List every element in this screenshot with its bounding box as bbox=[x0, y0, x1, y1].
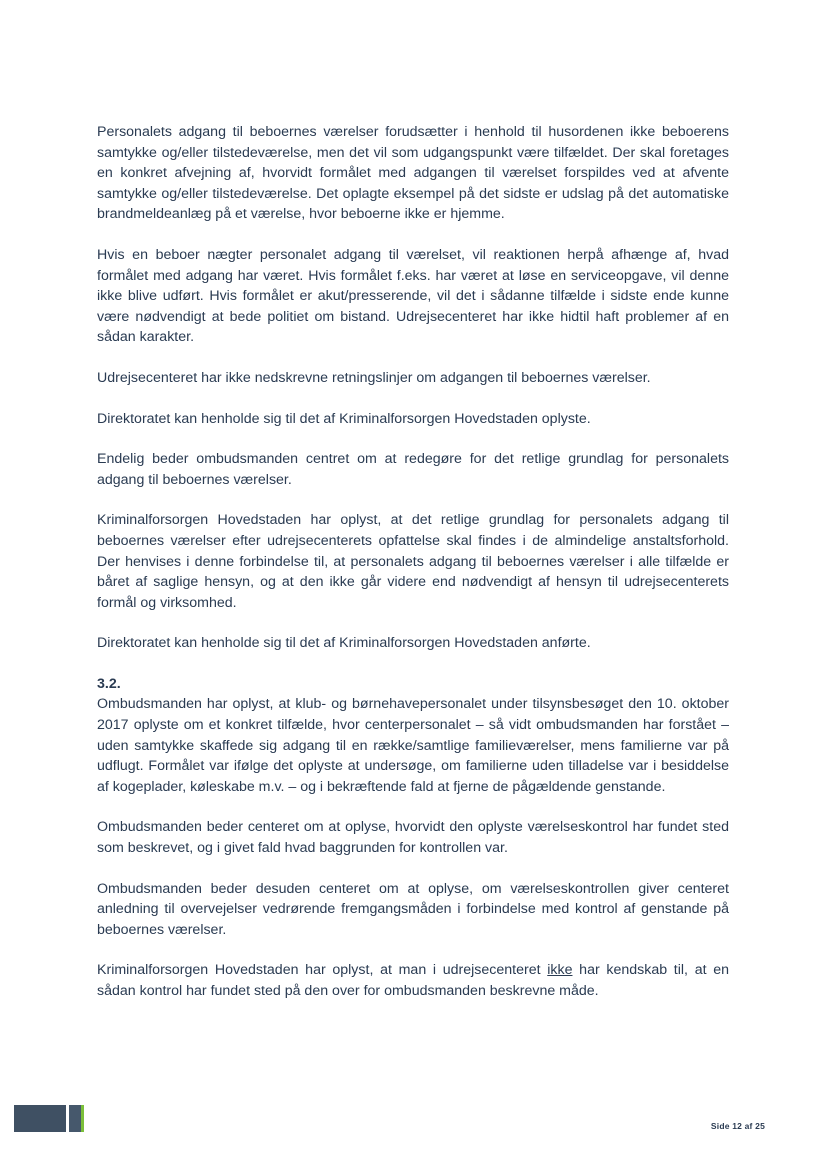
section-heading: 3.2. bbox=[97, 675, 121, 692]
brand-bar-mid bbox=[69, 1105, 81, 1132]
paragraph-directorate-agrees-1: Direktoratet kan henholde sig til det af Kriminalforsorgen Hovedstaden oplyste. bbox=[97, 410, 591, 427]
brand-bar-green bbox=[81, 1105, 84, 1132]
paragraph-directorate-agrees-2: Direktoratet kan henholde sig til det af Kriminalforsorgen Hovedstaden anførte. bbox=[97, 635, 591, 652]
paragraph-no-knowledge bbox=[97, 960, 729, 1001]
paragraph-legal-basis-answer: Kriminalforsorgen Hovedstaden har oplyst, at det retlige grundlag for personalets adgang til beboernes værelser efter udrejsecenterets opfattelse skal findes i de almindelige anstaltsforhold. Der henvises i denne forbindelse til, at personalets adgang til beboernes værelser i alle tilfælde er båret af saglige hensyn, og at den ikke går videre end nødvendigt af hensyn til udrejsecenterets formål og virksomhed. bbox=[97, 512, 729, 611]
paragraph-access-consent: Personalets adgang til beboernes værelser forudsætter i henhold til husordenen ikke beboerens samtykke og/eller tilstedeværelse, men det vil som udgangspunkt være tilfældet. Der skal foretages en konkret afvejning af, hvorvidt formålet med adgangen til værelset forspildes ved at afvente samtykke og/eller tilstedeværelse. Det oplagte eksempel på det sidste er udslag på det automatiske brandmeldeanlæg på et værelse, hvor beboerne ikke er hjemme. bbox=[97, 124, 729, 223]
paragraph-room-inspection: Ombudsmanden har oplyst, at klub- og børnehavepersonalet under tilsynsbesøget den 10. oktober 2017 oplyste om et konkret tilfælde, hvor centerpersonalet – så vidt ombudsmanden har forstået – uden samtykke skaffede sig adgang til en række/samtlige familieværelser, mens familierne var på udflugt. Formålet var ifølge det oplyste at undersøge, om familierne uden tilladelse var i besiddelse af kogeplader, køleskabe m.v. – og i bekræftende fald at fjerne de pågældende genstande. bbox=[97, 696, 729, 795]
paragraph-resident-refusal: Hvis en beboer nægter personalet adgang til værelset, vil reaktionen herpå afhænge af, hvad formålet med adgang har været. Hvis formålet f.eks. har været at løse en serviceopgave, vil denne ikke blive udført. Hvis formålet er akut/presserende, vil det i sådanne tilfælde i sidste ende kunne være nødvendigt at bede politiet om bistand. Udrejsecenteret har ikke hidtil haft problemer af en sådan karakter. bbox=[97, 246, 729, 346]
paragraph-inspection-question: Ombudsmanden beder centeret om at oplyse, hvorvidt den oplyste værelseskontrol har fundet sted som beskrevet, og i givet fald hvad baggrunden for kontrollen var. bbox=[97, 819, 729, 857]
paragraph-legal-basis-request: Endelig beder ombudsmanden centret om at redegøre for det retlige grundlag for personalets adgang til beboernes værelser. bbox=[97, 451, 729, 488]
document-body bbox=[97, 122, 729, 1022]
underlined-word: ikke bbox=[547, 962, 573, 979]
footer-brand-bar bbox=[14, 1105, 84, 1132]
paragraph-procedure-question: Ombudsmanden beder desuden centeret om at oplyse, om værelseskontrollen giver centeret anledning til overvejelser vedrørende fremgangsmåden i forbindelse med kontrol af genstande på beboernes værelser. bbox=[97, 880, 729, 938]
paragraph-no-guidelines: Udrejsecenteret har ikke nedskrevne retningslinjer om adgangen til beboernes værelser. bbox=[97, 369, 651, 386]
brand-bar-dark bbox=[14, 1105, 66, 1132]
text-segment: Kriminalforsorgen Hovedstaden har oplyst, at man i udrejsecenteret bbox=[97, 962, 548, 979]
text-segment: har kendskab til, at en sådan kontrol har fundet sted på den over for ombudsmanden beskrevne måde. bbox=[97, 962, 730, 999]
page-number: Side 12 af 25 bbox=[710, 1121, 765, 1131]
